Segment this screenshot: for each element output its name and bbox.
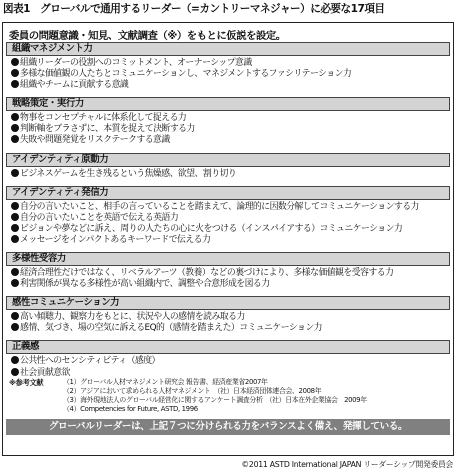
section-header-identity-drive: アイデンティティ原動力 xyxy=(6,153,450,167)
section-header-diversity-acceptance: 多様性受容力 xyxy=(6,252,450,266)
reference-item: （4）Competencies for Future, ASTD, 1996 xyxy=(63,405,198,413)
bullet-dot-icon xyxy=(11,323,19,331)
bullet-dot-icon xyxy=(11,202,19,210)
section-header-strategy-execution: 戦略策定・実行力 xyxy=(6,97,450,111)
reference-item: （1）グローバル人材マネジメント研究会 報告書、経済産業省2007年 xyxy=(63,378,268,386)
list-item: 自分の言いたいことを英語で伝える英語力 xyxy=(11,213,178,224)
list-item: 社会貢献意欲 xyxy=(11,368,70,379)
list-item: ビジネスゲームを生き残るという焦燥感、欲望、割り切り xyxy=(11,169,236,180)
list-item: 自分の言いたいこと、相手の言っていることを踏まえて、論理的に因数分解してコミュニケーションする力 xyxy=(11,202,419,213)
bullet-dot-icon xyxy=(11,224,19,232)
summary-banner: グローバルリーダーは、上記７つに分けられる力をバランスよく備え、発揮している。 xyxy=(6,419,450,435)
section-header-organization-management: 組織マネジメント力 xyxy=(6,42,450,56)
reference-item: （2）アジアにおいて求められる人材マネジメント （社）日本経済団体連合会、2008年 xyxy=(63,387,322,395)
bullet-dot-icon xyxy=(11,113,19,121)
bullet-dot-icon xyxy=(11,279,19,287)
figure-title: 図表1 グローバルで通用するリーダー（=カントリーマネジャー）に必要な17項目 xyxy=(3,3,385,15)
list-item: 組織リーダーの役割へのコミットメント、オーナーシップ意識 xyxy=(11,58,252,69)
list-item: 高い傾聴力、観察力をもとに、状況や人の感情を読み取る力 xyxy=(11,312,245,323)
list-item: 物事をコンセプチャルに体系化して捉える力 xyxy=(11,113,186,124)
section-header-sense-of-justice: 正義感 xyxy=(6,340,450,354)
bullet-dot-icon xyxy=(11,58,19,66)
bullet-dot-icon xyxy=(11,312,19,320)
list-item: 感情、気づき、場の空気に訴えるEQ的（感情を踏まえた）コミュニケーション力 xyxy=(11,323,322,334)
list-item: 失敗や問題発覚をリスクテークする意識 xyxy=(11,135,170,146)
bullet-dot-icon xyxy=(11,356,19,364)
bullet-dot-icon xyxy=(11,235,19,243)
bullet-dot-icon xyxy=(11,69,19,77)
bullet-dot-icon xyxy=(11,135,19,143)
section-header-sensitivity-communication: 感性コミュニケーション力 xyxy=(6,296,450,310)
bullet-dot-icon xyxy=(11,213,19,221)
intro-text: 委員の問題意識・知見、文献調査（※）をもとに仮説を設定。 xyxy=(9,30,286,42)
bullet-dot-icon xyxy=(11,368,19,376)
bullet-dot-icon xyxy=(11,80,19,88)
references-label: ※参考文献 xyxy=(9,378,44,387)
content-frame xyxy=(2,22,454,456)
list-item: 経済合理性だけではなく、リベラルアーツ（教養）などの裏づけにより、多様な価値観を受容する力 xyxy=(11,268,393,279)
copyright-notice: ©2011 ASTD International JAPAN リーダーシップ開発委員会 xyxy=(241,460,453,469)
list-item: 利害関係が異なる多様性が高い組織内で、調整や合意形成を図る力 xyxy=(11,279,270,290)
section-header-identity-communication: アイデンティティ発信力 xyxy=(6,186,450,200)
list-item: 判断軸をブラさずに、本質を捉えて決断する力 xyxy=(11,124,195,135)
reference-item: （3）海外現地法人のグローバル経営化に関するアンケート調査分析 （社）日本在外企業協会 2009年 xyxy=(63,396,367,404)
list-item: メッセージをインパクトあるキーワードで伝える力 xyxy=(11,235,210,246)
bullet-dot-icon xyxy=(11,124,19,132)
list-item: 組織やチームに貢献する意識 xyxy=(11,80,128,91)
list-item: 公共性へのセンシティビティ（感度） xyxy=(11,356,160,367)
list-item: ビジョンや夢などに訴え、周りの人たちの心に火をつける（インスパイアする）コミュニケーション力 xyxy=(11,224,402,235)
bullet-dot-icon xyxy=(11,268,19,276)
bullet-dot-icon xyxy=(11,169,19,177)
list-item: 多様な価値観の人たちとコミュニケーションし、マネジメントするファシリテーション力 xyxy=(11,69,351,80)
